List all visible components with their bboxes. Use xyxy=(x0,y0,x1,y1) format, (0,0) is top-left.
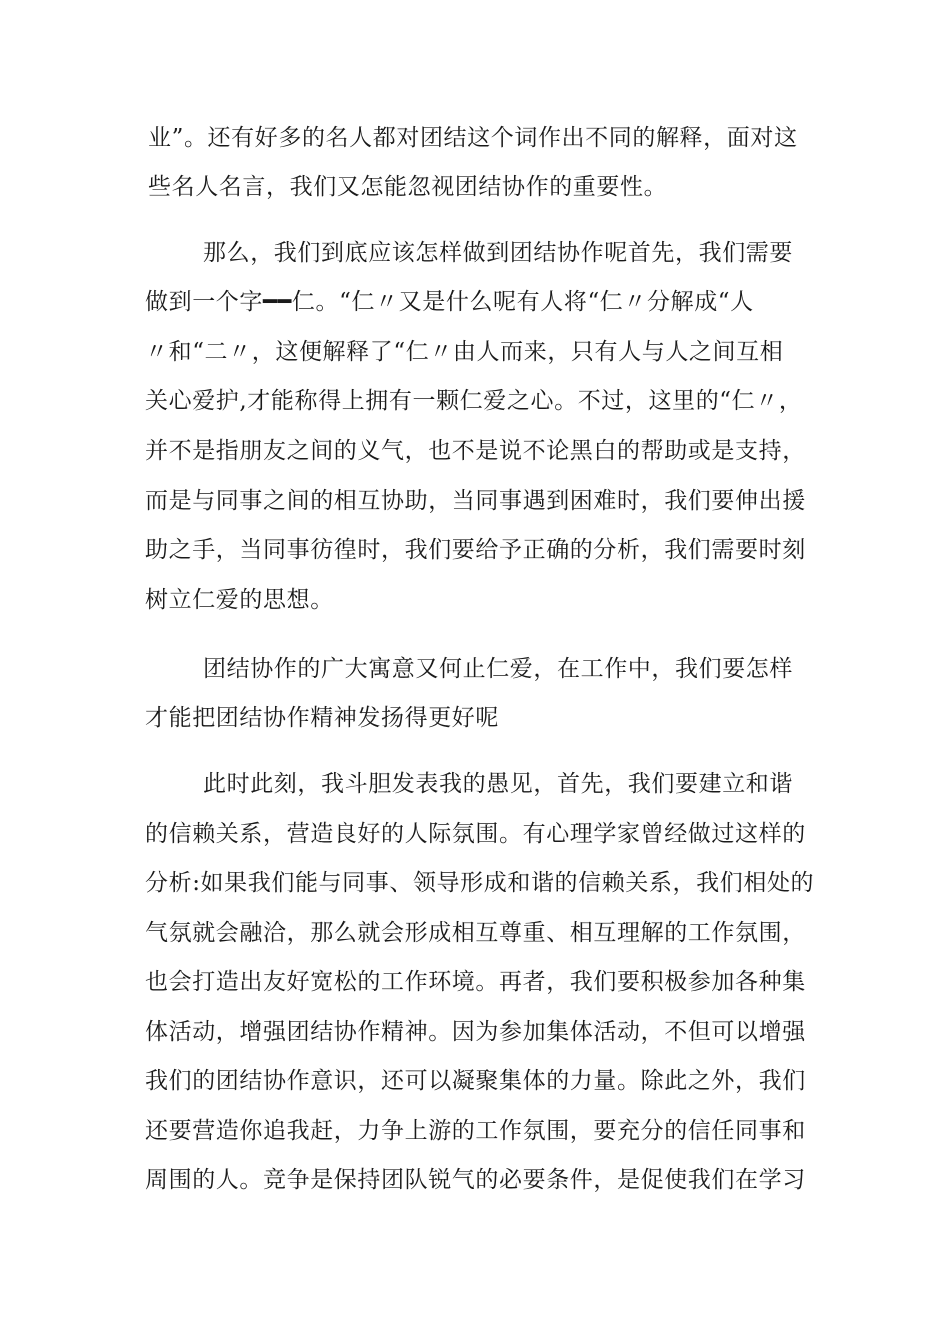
text-line: 关心爱护,才能称得上拥有一颗仁爱之心。不过，这里的“仁〃， xyxy=(145,388,803,414)
text-line: 那么，我们到底应该怎样做到团结协作呢首先，我们需要 xyxy=(203,240,793,266)
text-line: 才能把团结协作精神发扬得更好呢 xyxy=(145,705,499,731)
text-line: 树立仁爱的思想。 xyxy=(145,587,334,613)
text-line: 业”。还有好多的名人都对团结这个词作出不同的解释，面对这 xyxy=(148,125,798,151)
text-line: 分析:如果我们能与同事、领导形成和谐的信赖关系，我们相处的 xyxy=(145,870,815,896)
text-line: 助之手，当同事彷徨时，我们要给予正确的分析，我们需要时刻 xyxy=(145,537,806,563)
text-line: 也会打造出友好宽松的工作环境。再者，我们要积极参加各种集 xyxy=(145,969,806,995)
text-line: 并不是指朋友之间的义气，也不是说不论黑白的帮助或是支持， xyxy=(145,438,806,464)
text-line: 我们的团结协作意识，还可以凝聚集体的力量。除此之外，我们 xyxy=(145,1068,806,1094)
text-line: 还要营造你追我赶，力争上游的工作氛围，要充分的信任同事和 xyxy=(145,1118,806,1144)
text-line: 而是与同事之间的相互协助，当同事遇到困难时，我们要伸出援 xyxy=(145,488,806,514)
text-line: 些名人名言，我们又怎能忽视团结协作的重要性。 xyxy=(148,174,668,200)
text-line: 周围的人。竞争是保持团队锐气的必要条件，是促使我们在学习 xyxy=(145,1167,806,1193)
text-line: 做到一个字━━仁。“仁〃又是什么呢有人将“仁〃分解成“人 xyxy=(145,289,754,315)
text-line: 气氛就会融洽，那么就会形成相互尊重、相互理解的工作氛围， xyxy=(145,920,806,946)
text-line: 此时此刻，我斗胆发表我的愚见，首先，我们要建立和谐 xyxy=(203,771,793,797)
text-line: 的信赖关系，营造良好的人际氛围。有心理学家曾经做过这样的 xyxy=(145,821,806,847)
text-line: 团结协作的广大寓意又何止仁爱，在工作中，我们要怎样 xyxy=(203,656,793,682)
text-line: 〃和“二〃，这便解释了“仁〃由人而来，只有人与人之间互相 xyxy=(145,339,784,365)
text-line: 体活动，增强团结协作精神。因为参加集体活动，不但可以增强 xyxy=(145,1019,806,1045)
